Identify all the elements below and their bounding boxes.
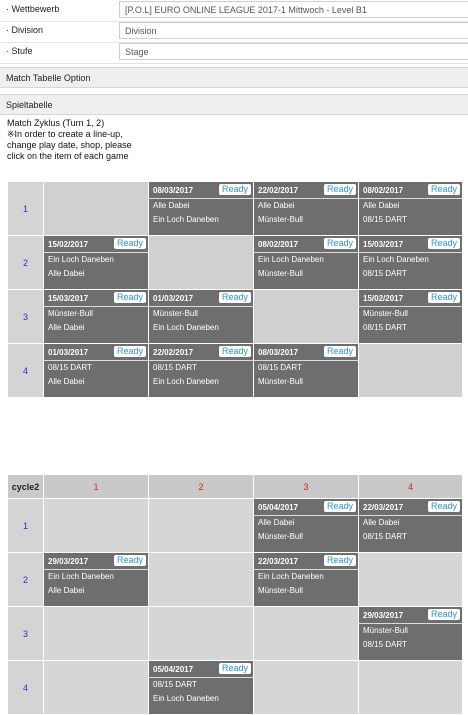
away-team: Münster-Bull	[258, 215, 303, 224]
home-team: 08/15 DART	[258, 363, 302, 372]
away-team: Alle Dabei	[48, 269, 85, 278]
empty-cell	[44, 661, 149, 715]
cycle1-table	[7, 181, 463, 398]
away-team: Ein Loch Daneben	[153, 694, 219, 703]
home-team: Alle Dabei	[363, 201, 400, 210]
match-cell[interactable]	[359, 499, 463, 553]
row-number: 4	[8, 661, 44, 715]
schedule-row	[8, 661, 463, 715]
match-date: 05/04/2017	[153, 665, 194, 674]
match-date: 01/03/2017	[48, 348, 89, 357]
match-date: 29/03/2017	[48, 557, 89, 566]
match-table-option-header[interactable]: Match Tabelle Option	[0, 67, 468, 88]
row-number: 1	[8, 499, 44, 553]
row-number: 3	[8, 607, 44, 661]
home-team: Ein Loch Daneben	[48, 572, 114, 581]
schedule-row	[8, 182, 463, 236]
competition-row	[0, 0, 468, 22]
home-team: Ein Loch Daneben	[258, 572, 324, 581]
cycle2-header-row	[8, 475, 463, 499]
cycle2-table	[7, 474, 463, 715]
home-team: 08/15 DART	[153, 363, 197, 372]
away-team: Alle Dabei	[48, 377, 85, 386]
home-team: Münster-Bull	[363, 309, 408, 318]
home-team: Ein Loch Daneben	[48, 255, 114, 264]
row-number: 4	[8, 344, 44, 398]
away-team: Alle Dabei	[48, 323, 85, 332]
ready-button[interactable]: Ready	[219, 184, 251, 195]
match-header	[359, 290, 462, 307]
ready-button[interactable]: Ready	[324, 501, 356, 512]
match-date: 29/03/2017	[363, 611, 404, 620]
match-header	[149, 344, 253, 361]
match-header	[149, 182, 253, 199]
schedule-row	[8, 290, 463, 344]
competition-field[interactable]: [P.O.L] EURO ONLINE LEAGUE 2017-1 Mittwoch - Level B1	[119, 1, 468, 18]
home-team: Alle Dabei	[153, 201, 190, 210]
schedule-row	[8, 553, 463, 607]
match-date: 05/04/2017	[258, 503, 299, 512]
home-team: 08/15 DART	[48, 363, 92, 372]
ready-button[interactable]: Ready	[428, 609, 460, 620]
away-team: Ein Loch Daneben	[153, 323, 219, 332]
match-cell[interactable]	[254, 344, 359, 398]
match-header	[44, 344, 148, 361]
home-team: Ein Loch Daneben	[363, 255, 429, 264]
ready-button[interactable]: Ready	[219, 663, 251, 674]
division-row	[0, 21, 468, 43]
match-header	[254, 236, 358, 253]
home-team: Münster-Bull	[363, 626, 408, 635]
match-cell[interactable]	[149, 344, 254, 398]
schedule-row	[8, 344, 463, 398]
empty-cell	[359, 553, 463, 607]
away-team: 08/15 DART	[363, 215, 407, 224]
match-cell[interactable]	[254, 236, 359, 290]
stage-row	[0, 42, 468, 64]
ready-button[interactable]: Ready	[114, 292, 146, 303]
row-number: 2	[8, 553, 44, 607]
home-team: Ein Loch Daneben	[258, 255, 324, 264]
match-header	[254, 553, 358, 570]
home-team: Alle Dabei	[258, 201, 295, 210]
match-cell[interactable]	[44, 344, 149, 398]
ready-button[interactable]: Ready	[428, 292, 460, 303]
ready-button[interactable]: Ready	[324, 555, 356, 566]
away-team: Alle Dabei	[48, 586, 85, 595]
away-team: Münster-Bull	[258, 377, 303, 386]
match-date: 08/03/2017	[153, 186, 194, 195]
match-date: 22/02/2017	[258, 186, 299, 195]
ready-button[interactable]: Ready	[219, 346, 251, 357]
self-match-cell	[44, 182, 149, 236]
ready-button[interactable]: Ready	[114, 346, 146, 357]
match-cell[interactable]	[44, 290, 149, 344]
match-date: 08/02/2017	[363, 186, 404, 195]
match-cell[interactable]	[149, 182, 254, 236]
schedule-row	[8, 607, 463, 661]
empty-cell	[359, 661, 463, 715]
home-team: Münster-Bull	[153, 309, 198, 318]
home-team: Alle Dabei	[363, 518, 400, 527]
self-match-cell	[254, 290, 359, 344]
match-cell[interactable]	[149, 290, 254, 344]
empty-cell	[44, 607, 149, 661]
home-team: Alle Dabei	[258, 518, 295, 527]
match-cell[interactable]	[359, 607, 463, 661]
cycle-note-title: Match Zyklus (Turn 1, 2)	[7, 118, 105, 128]
away-team: 08/15 DART	[363, 269, 407, 278]
match-header	[359, 236, 462, 253]
match-cell[interactable]	[149, 661, 254, 715]
ready-button[interactable]: Ready	[114, 555, 146, 566]
match-header	[254, 499, 358, 516]
match-header	[44, 290, 148, 307]
schedule-header: Spieltabelle	[0, 94, 468, 115]
ready-button[interactable]: Ready	[428, 501, 460, 512]
home-team: Münster-Bull	[48, 309, 93, 318]
row-number: 1	[8, 182, 44, 236]
competition-label: · Wettbewerb	[6, 4, 60, 14]
ready-button[interactable]: Ready	[219, 292, 251, 303]
match-header	[44, 236, 148, 253]
ready-button[interactable]: Ready	[324, 184, 356, 195]
away-team: Münster-Bull	[258, 532, 303, 541]
stage-field[interactable]: Stage	[119, 43, 468, 60]
self-match-cell	[359, 344, 463, 398]
column-header-3: 3	[254, 475, 359, 499]
match-date: 08/02/2017	[258, 240, 299, 249]
empty-cell	[149, 499, 254, 553]
empty-cell	[149, 553, 254, 607]
match-header	[254, 344, 358, 361]
schedule-row	[8, 236, 463, 290]
cycle2-label: cycle2	[8, 475, 44, 499]
column-header-4: 4	[359, 475, 463, 499]
division-field[interactable]: Division	[119, 22, 468, 39]
match-header	[149, 290, 253, 307]
away-team: Münster-Bull	[258, 586, 303, 595]
match-date: 15/03/2017	[363, 240, 404, 249]
ready-button[interactable]: Ready	[428, 184, 460, 195]
match-date: 22/03/2017	[258, 557, 299, 566]
column-header-2: 2	[149, 475, 254, 499]
away-team: Ein Loch Daneben	[153, 215, 219, 224]
empty-cell	[254, 661, 359, 715]
schedule-row	[8, 499, 463, 553]
match-cell[interactable]	[359, 290, 463, 344]
match-date: 08/03/2017	[258, 348, 299, 357]
match-date: 15/02/2017	[363, 294, 404, 303]
match-cell[interactable]	[44, 236, 149, 290]
match-date: 15/03/2017	[48, 294, 89, 303]
division-label: · Division	[6, 25, 44, 35]
match-date: 15/02/2017	[48, 240, 89, 249]
away-team: 08/15 DART	[363, 323, 407, 332]
empty-cell	[44, 499, 149, 553]
match-cell[interactable]	[254, 182, 359, 236]
match-header	[149, 661, 253, 678]
match-date: 01/03/2017	[153, 294, 194, 303]
match-header	[254, 182, 358, 199]
match-cell[interactable]	[254, 553, 359, 607]
column-header-1: 1	[44, 475, 149, 499]
row-number: 2	[8, 236, 44, 290]
stage-label: · Stufe	[6, 46, 33, 56]
empty-cell	[254, 607, 359, 661]
match-cell[interactable]	[44, 553, 149, 607]
match-cell[interactable]	[254, 499, 359, 553]
empty-cell	[149, 607, 254, 661]
match-header	[359, 607, 462, 624]
row-number: 3	[8, 290, 44, 344]
match-date: 22/02/2017	[153, 348, 194, 357]
ready-button[interactable]: Ready	[324, 238, 356, 249]
away-team: Ein Loch Daneben	[153, 377, 219, 386]
match-header	[359, 182, 462, 199]
match-header	[359, 499, 462, 516]
away-team: 08/15 DART	[363, 640, 407, 649]
home-team: 08/15 DART	[153, 680, 197, 689]
away-team: 08/15 DART	[363, 532, 407, 541]
match-header	[44, 553, 148, 570]
ready-button[interactable]: Ready	[324, 346, 356, 357]
match-cell[interactable]	[359, 236, 463, 290]
ready-button[interactable]: Ready	[428, 238, 460, 249]
self-match-cell	[149, 236, 254, 290]
away-team: Münster-Bull	[258, 269, 303, 278]
ready-button[interactable]: Ready	[114, 238, 146, 249]
cycle-note-instruction: ※In order to create a line-up, change play date, shop, please click on the item of each game	[7, 129, 132, 161]
cycle-note	[7, 118, 137, 162]
match-cell[interactable]	[359, 182, 463, 236]
match-date: 22/03/2017	[363, 503, 404, 512]
